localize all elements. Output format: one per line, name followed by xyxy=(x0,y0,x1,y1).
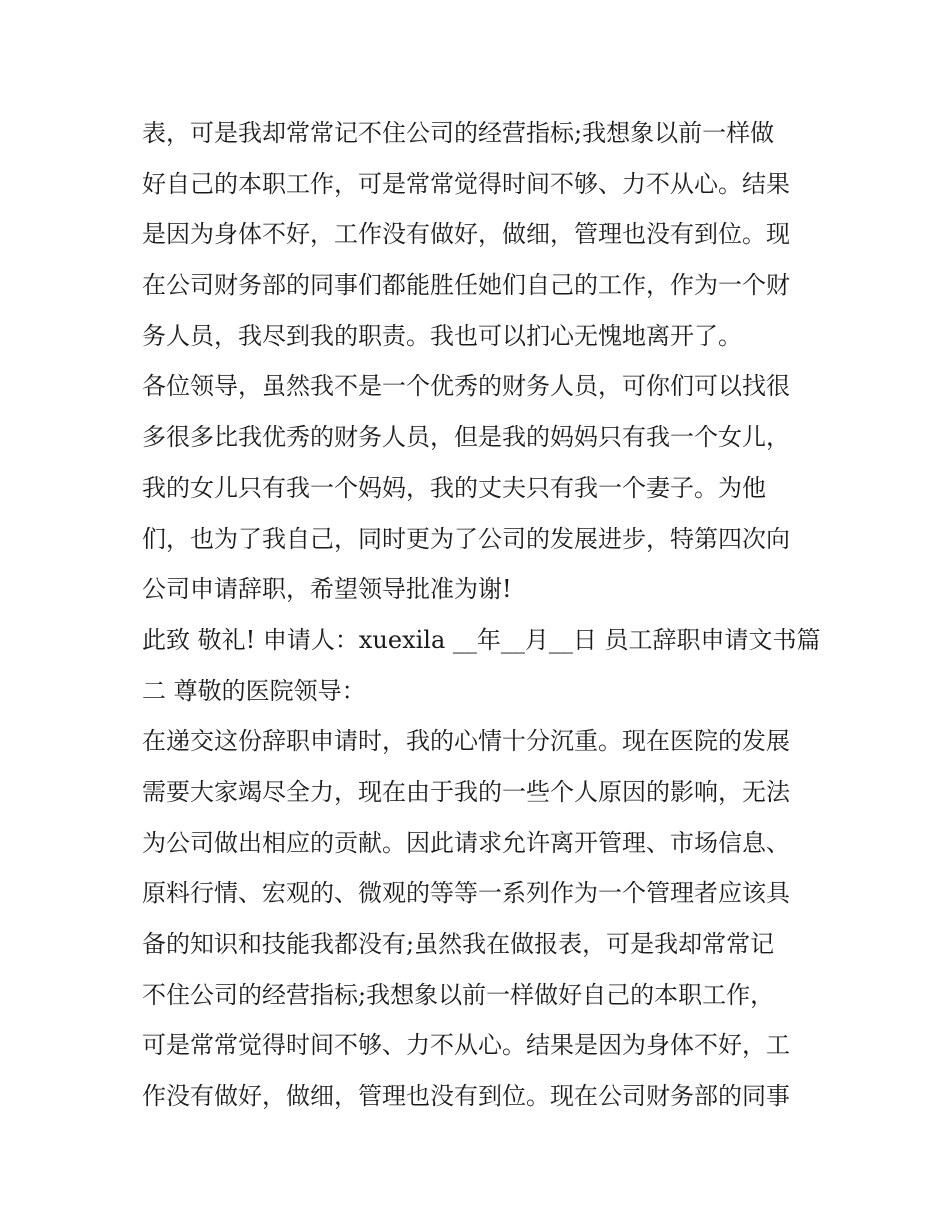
text-line: 原料行情、宏观的、微观的等等一系列作为一个管理者应该具 xyxy=(142,879,790,908)
text-line: 不住公司的经营指标;我想象以前一样做好自己的本职工作， xyxy=(142,980,775,1009)
text-line: 务人员，我尽到我的职责。我也可以扪心无愧地离开了。 xyxy=(142,321,742,350)
text-line: 各位领导，虽然我不是一个优秀的财务人员，可你们可以找很 xyxy=(142,372,790,401)
text-line: 好自己的本职工作，可是常常觉得时间不够、力不从心。结果 xyxy=(142,169,790,198)
text-line: 作没有做好，做细，管理也没有到位。现在公司财务部的同事 xyxy=(142,1082,790,1111)
text-line: 我的女儿只有我一个妈妈，我的丈夫只有我一个妻子。为他 xyxy=(142,473,766,502)
text-line: 在递交这份辞职申请时，我的心情十分沉重。现在医院的发展 xyxy=(142,727,790,756)
document-body xyxy=(142,108,822,1122)
text-line: 为公司做出相应的贡献。因此请求允许离开管理、市场信息、 xyxy=(142,828,790,857)
text-line: 二 尊敬的医院领导： xyxy=(142,676,366,705)
text-line: 表，可是我却常常记不住公司的经营指标;我想象以前一样做 xyxy=(142,119,775,147)
text-line: 公司申请辞职，希望领导批准为谢! xyxy=(142,575,512,604)
text-line: 需要大家竭尽全力，现在由于我的一些个人原因的影响，无法 xyxy=(142,777,790,806)
text-line: 此致 敬礼! 申请人：xuexila __年__月__日 员工辞职申请文书篇 xyxy=(142,625,821,654)
text-line: 多很多比我优秀的财务人员，但是我的妈妈只有我一个女儿， xyxy=(142,423,790,452)
text-line: 们，也为了我自己，同时更为了公司的发展进步，特第四次向 xyxy=(142,524,790,553)
text-line: 是因为身体不好，工作没有做好，做细，管理也没有到位。现 xyxy=(142,220,790,249)
text-line: 备的知识和技能我都没有;虽然我在做报表，可是我却常常记 xyxy=(142,930,775,958)
text-line: 可是常常觉得时间不够、力不从心。结果是因为身体不好，工 xyxy=(142,1031,790,1060)
text-line: 在公司财务部的同事们都能胜任她们自己的工作，作为一个财 xyxy=(142,271,790,300)
